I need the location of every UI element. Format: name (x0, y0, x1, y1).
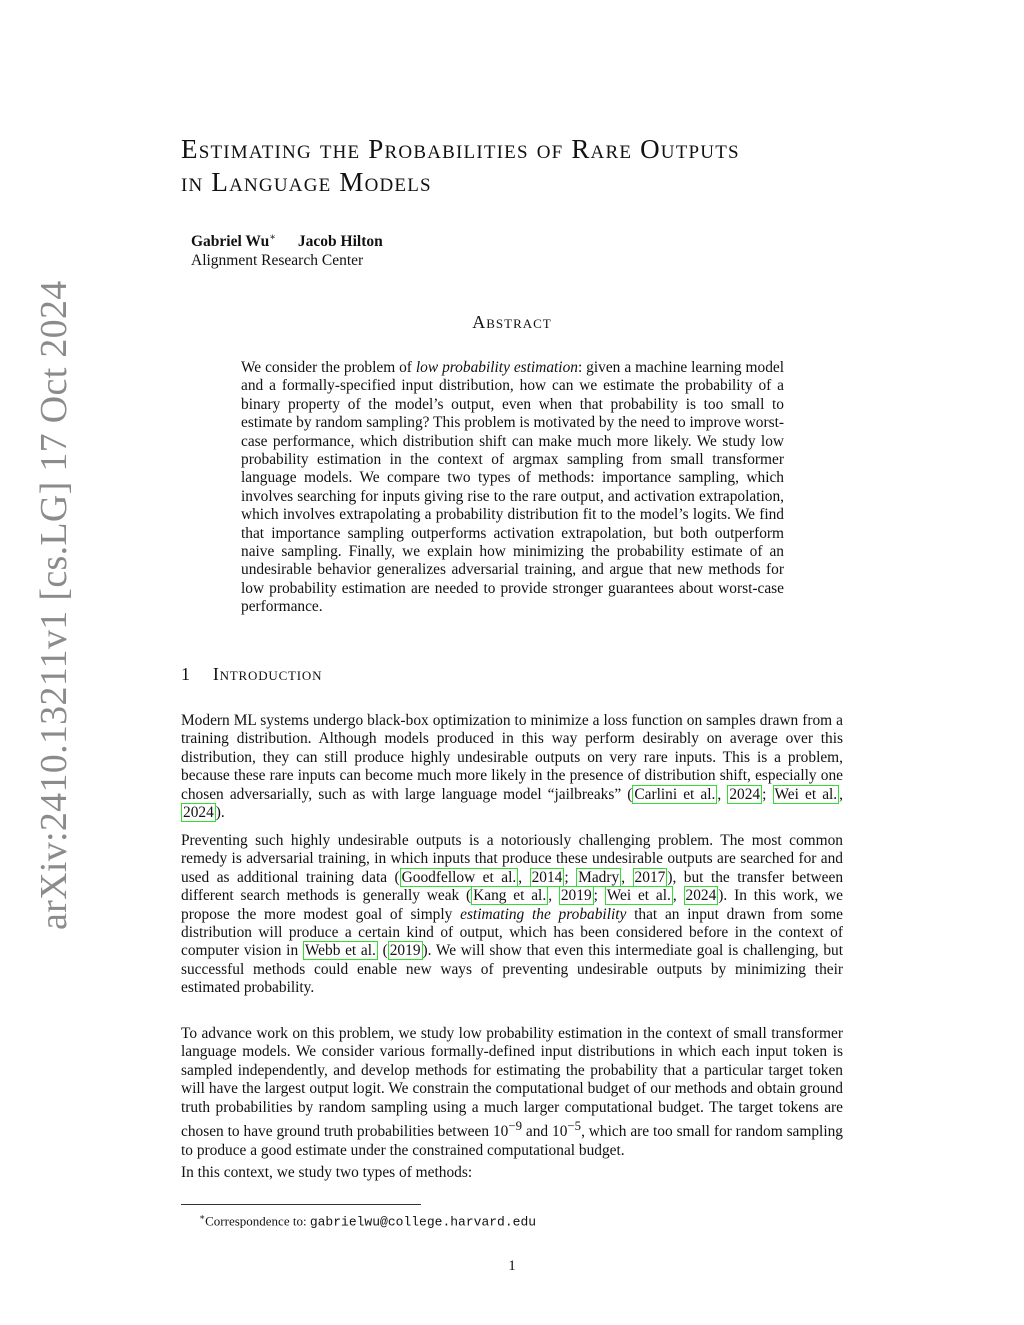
citation-link-kang-author[interactable]: Kang et al. (473, 887, 547, 905)
intro-paragraph-4: In this context, we study two types of methods: (181, 1164, 473, 1181)
title-line-1: Estimating the Probabilities of Rare Outputs (181, 134, 740, 164)
page-number: 1 (508, 1258, 516, 1274)
abstract-heading: Abstract (472, 312, 552, 332)
footnote (199, 1209, 536, 1230)
author-1: Gabriel Wu∗ (191, 232, 277, 251)
author-block (191, 228, 401, 270)
citation-link-carlini-author[interactable]: Carlini et al. (634, 785, 716, 803)
footnote-mark: ∗ (199, 1212, 206, 1222)
citation-link-wei-author[interactable]: Wei et al. (774, 785, 838, 803)
citation-link-goodfellow-author[interactable]: Goodfellow et al. (401, 868, 517, 886)
footnote-label: Correspondence to: (205, 1213, 310, 1229)
author-names (191, 228, 401, 251)
citation-link-madry-year[interactable]: 2017 (634, 868, 666, 886)
abstract-emphasis: low probability estimation (415, 359, 578, 376)
intro-paragraph-1: Modern ML systems undergo black-box optimization to minimize a loss function on samples drawn from a training distribution. Although models produced in this way perform desirably on average over this distribution, they can still produce highly undesirable outputs on very rare inputs. This is a problem, because these rare inputs can become much more likely in the presence of distribution shift, especially one chosen adversarially, such as with large language model “jailbreaks” ( Carlini et al. , 2024 ; Wei et al. , 2024 ). (181, 712, 844, 822)
arxiv-identifier-stamp: arXiv:2410.13211v1 [cs.LG] 17 Oct 2024 (33, 280, 75, 930)
citation-link-webb-author[interactable]: Webb et al. (304, 942, 376, 960)
abstract-text: We consider the problem of low probability estimation: given a machine learning model and a formally-specified input distribution, how can we estimate the probability of a binary property of the model’s output, even when that probability is too small to estimate by random sampling? This problem is motivated by the need to improve worst-case performance, which distribution shift can make much more likely. We study low probability estimation in the context of argmax sampling from small transformer language models. We compare two types of methods: importance sampling, which involves searching for inputs giving rise to the rare output, and activation extrapolation, which involves extrapolating a probability distribution fit to the model’s logits. We find that importance sampling outperforms activation extrapolation, but both outperform naive sampling. Finally, we explain how minimizing the probability estimate of an undesirable behavior generalizes adversarial training, and argue that new methods for low probability estimation are needed to provide stronger guarantees about worst-case performance. (241, 359, 784, 616)
intro-paragraph-3: To advance work on this problem, we study low probability estimation in the context of small transformer language models. We consider various formally-defined input distributions in which each input token is sampled independently, and develop methods for estimating the probability that a particular target token will have the largest output logit. We constrain the computational budget of our methods and obtain ground truth probabilities by random sampling using a much larger computational budget. The target tokens are chosen to have ground truth probabilities between $10^{-9}$ and $10^{-5}$, which are too small for random sampling to produce a good estimate under the constrained computational budget. (181, 1025, 843, 1159)
footnote-email[interactable]: gabrielwu@college.harvard.edu (309, 1214, 537, 1230)
section-number: 1 (181, 664, 191, 684)
citation-link-goodfellow-year[interactable]: 2014 (531, 868, 563, 886)
citation-link-kang-year[interactable]: 2019 (560, 887, 592, 905)
citation-link-webb-year[interactable]: 2019 (389, 942, 421, 960)
section-title: Introduction (212, 664, 323, 684)
intro-emphasis: estimating the probability (460, 905, 627, 923)
citation-link-madry-author[interactable]: Madry (578, 868, 620, 886)
citation-link-wei-author-2[interactable]: Wei et al. (606, 887, 671, 905)
intro-paragraph-2: Preventing such highly undesirable outputs is a notoriously challenging problem. The most common remedy is adversarial training, in which inputs that produce these undesirable outputs are searched for and used as additional training data ( Goodfellow et al. , 2014 ; Madry , 2017 ), but the transfer between different search methods is generally weak ( Kang et al. , 2019 ; Wei et al. , 2024 ). In this work, we propose the more modest goal of simply estimating the probability that an input drawn from some distribution will produce a certain kind of output, which has been considered before in the context of computer vision in Webb et al. ( 2019 ). We will show that even this intermediate goal is challenging, but successful methods could enable new ways of preventing undesirable outputs by minimizing their estimated probability. (181, 832, 844, 997)
math-exponent-1: $10^{-9}$ (492, 1119, 522, 1141)
citation-link-wei-year[interactable]: 2024 (183, 804, 214, 822)
math-exponent-2: $10^{-5}$ (552, 1119, 582, 1141)
title-line-2: in Language Models (181, 167, 432, 197)
citation-link-carlini-year[interactable]: 2024 (729, 785, 761, 803)
paper-title (181, 133, 861, 199)
author-2: Jacob Hilton (297, 233, 383, 251)
author-1-footnote-mark: ∗ (269, 232, 277, 243)
affiliation: Alignment Research Center (191, 252, 364, 270)
footnote-divider (181, 1204, 421, 1205)
section-heading-introduction (181, 664, 322, 685)
citation-link-wei-year-2[interactable]: 2024 (685, 887, 717, 905)
